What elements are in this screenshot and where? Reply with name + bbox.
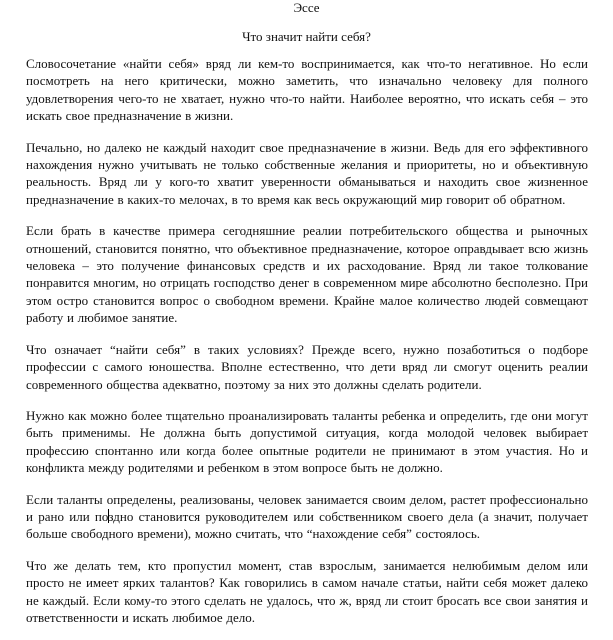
paragraph-4: Что означает “найти себя” в таких условиях? Прежде всего, нужно позаботиться о подборе профессии с самого юношества. Вполне естественно, что дети вряд ли смогут оценить реалии современного общества адекватно, поэтому за них это должны сделать родители. <box>26 341 588 392</box>
paragraph-7: Что же делать тем, кто пропустил момент, став взрослым, занимается нелюбимым делом или просто не имеет ярких талантов? Как говорились в самом начале статьи, найти себя может далеко не каждый. Если кому-то этого сделать не удалось, что ж, вряд ли стоит бросать все свои занятия и ответственности и искать любимое дело. <box>26 557 588 625</box>
paragraph-2: Печально, но далеко не каждый находит свое предназначение в жизни. Ведь для его эффективного нахождения нужно учитывать не только собственные желания и приоритеты, но и объективную реальность. Вряд ли у кого-то хватит уверенности обманываться и находить свое жизненное предназначение в каких-то мелочах, в то время как весь окружающий мир говорит об обратном. <box>26 139 588 207</box>
paragraph-6 <box>26 491 588 543</box>
paragraph-6-text-start: Если таланты определены, реализованы, человек занимается своим делом, растет профессионально и рано или по <box>26 491 588 524</box>
document-title: Что значит найти себя? <box>242 29 371 44</box>
paragraph-6-text-end: здно становится руководителем или собственником своего дела (а значит, получает больше свободного времени), можно считать, что “нахождение себя” состоялось. <box>26 508 588 542</box>
paragraph-1: Словосочетание «найти себя» вряд ли кем-то воспринимается, как что-то негативное. Но если посмотреть на него критически, можно заметить, что изначально человеку для полного удовлетворения чего-то не хватает, нужно что-то найти. Наиболее вероятно, что искать себя – это искать свое предназначение в жизни. <box>26 56 588 124</box>
paragraph-3: Если брать в качестве примера сегодняшние реалии потребительского общества и рыночных отношений, становится понятно, что объективное предназначение, которое оправдывает всю жизнь человека – это получение финансовых средств и их расходование. Вряд ли такое толкование понравится многим, но отрицать господство денег в современном мире абсолютно бесполезно. При этом остро становится вопрос о свободном времени. Крайне малое количество людей совмещают работу и любимое занятие. <box>26 223 588 326</box>
paragraph-5: Нужно как можно более тщательно проанализировать таланты ребенка и определить, где они могут быть применимы. Не должна быть допустимой ситуация, когда молодой человек выбирает профессию спонтанно или когда более опытные родители не принимают в этом участия. Но и конфликта между родителями и ребенком в этом вопросе быть не должно. <box>26 407 588 476</box>
document-body[interactable] <box>26 55 588 640</box>
document-type-heading: Эссе <box>293 0 320 15</box>
